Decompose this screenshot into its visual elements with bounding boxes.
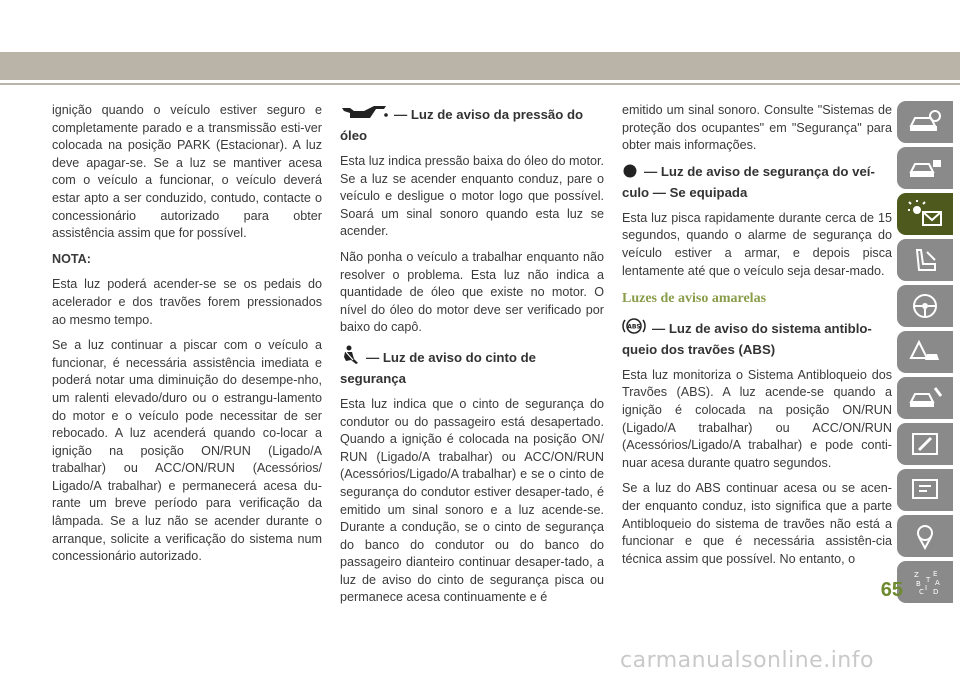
steering-wheel-icon	[907, 292, 943, 320]
paragraph: ignição quando o veículo estiver seguro e completamente parado e a transmissão esti-ver colocada na posição PARK (Estacionar). A luz deve apagar-se. Se a luz se mantiver acesa com o veículo a funcionar, o veículo deverá estar apto a ser conduzido, contudo, contacte o concessionário autorizado para obter assistência assim que for possível.	[52, 103, 322, 241]
heading-text: — Luz de aviso de segurança do veí-culo — Se equipada	[622, 163, 875, 200]
heading-vehicle-security	[622, 163, 892, 202]
car-search-icon	[907, 108, 943, 136]
tab-service[interactable]	[897, 377, 953, 419]
warning-triangle-icon	[907, 338, 943, 366]
tab-key-lock[interactable]	[897, 147, 953, 189]
note-label: NOTA:	[52, 251, 91, 266]
watermark: carmanualsonline.info	[620, 648, 874, 673]
wrench-icon	[907, 430, 943, 458]
car-lock-icon	[907, 154, 943, 182]
tab-car-overview[interactable]	[897, 101, 953, 143]
heading-text: — Luz de aviso da pressão do óleo	[340, 107, 584, 143]
multimedia-icon	[907, 476, 943, 504]
oil-can-icon	[340, 102, 388, 127]
paragraph: Se a luz continuar a piscar com o veículo a funcionar, é necessária assistência imediata e poderá notar uma diminuição do desempe-nho, um ralenti elevado/duro ou o estrangu-lamento do motor e o veículo pode necessitar de ser rebocado. A luz acenderá quando co-locar a ignição na posição ON/RUN (Ligado/A trabalhar) ou ACC/ON/RUN (Acessórios/ Ligado/A trabalhar) e permanecerá acesa du-rante um breve período para verificação da lâmpada. Se a luz não se acender durante o arranque, solicite a verificação do sistema num concessionário autorizado.	[52, 338, 322, 564]
abs-icon	[622, 316, 646, 341]
seat-icon	[907, 246, 943, 274]
tab-specifications[interactable]	[897, 423, 953, 465]
chapter-tabs	[897, 101, 960, 607]
index-letter: A	[935, 579, 940, 587]
heading-abs	[622, 316, 892, 359]
tab-emergency[interactable]	[897, 331, 953, 373]
index-letters-icon	[907, 568, 943, 596]
index-letter: C	[919, 588, 924, 596]
index-letter: I	[925, 584, 928, 592]
tab-starting-driving[interactable]	[897, 285, 953, 327]
index-letter: B	[916, 580, 921, 588]
heading-text: — Luz de aviso do cinto de segurança	[340, 349, 536, 386]
abs-icon-label: ABS	[627, 323, 641, 331]
column-2	[340, 102, 604, 615]
index-letter: D	[933, 588, 939, 596]
tab-multimedia[interactable]	[897, 469, 953, 511]
location-pin-icon	[907, 522, 943, 550]
index-letter: T	[926, 576, 931, 584]
header-rule	[0, 83, 960, 85]
paragraph: Se a luz do ABS continuar acesa ou se acen-der enquanto conduz, isto significa que a parte Antibloqueio do sistema de travões não está a funcionar e que é necessária assistên-cia técnica assim que possível. No entanto, o	[622, 481, 892, 566]
paragraph: Esta luz indica pressão baixa do óleo do motor. Se a luz se acender enquanto conduz, pare o veículo e desligue o motor logo que possível. Soará um sinal sonoro quando esta luz se acender.	[340, 154, 604, 239]
section-title: Luzes de aviso amarelas	[622, 291, 767, 307]
page-number: 65	[880, 579, 903, 601]
note-text: Esta luz poderá acender-se se os pedais do acelerador e dos travões forem pressionados ao mesmo tempo.	[52, 277, 322, 327]
paragraph: Esta luz pisca rapidamente durante cerca de 15 segundos, quando o alarme de segurança do veículo estiver a armar, e depois pisca lentamente até que o veículo seja desar-mado.	[622, 210, 892, 278]
header-band	[0, 52, 960, 80]
tab-index[interactable]	[897, 561, 953, 603]
seatbelt-icon	[340, 345, 360, 370]
paragraph: Esta luz indica que o cinto de segurança do condutor ou do passageiro está desapertado. Quando a ignição é colocada na posição ON/ RUN (Ligado/A trabalhar) ou ACC/ON/RUN (Acessórios/Ligado/A trabalhar) e se o cinto de segurança do condutor estiver desaper-tado, é emitido um sinal sonoro e a luz acende-se. Durante a condução, se o cinto de segurança do banco do condutor ou do banco do passageiro dianteiro continuar desaper-tado, a luz de aviso do cinto de segurança pisca ou permanece acesa continuamente e é	[340, 396, 604, 605]
column-1	[52, 102, 322, 574]
heading-oil-pressure	[340, 102, 604, 145]
warning-light-envelope-icon	[907, 200, 943, 228]
tab-safety[interactable]	[897, 239, 953, 281]
heading-seatbelt	[340, 345, 604, 388]
paragraph: Esta luz monitoriza o Sistema Antibloqueio dos Travões (ABS). A luz acende-se quando a ignição é colocada na posição ON/RUN (Ligado/A trabalhar) ou ACC/ON/RUN (Acessórios/Ligado/A trabalhar) e pode conti-nuar acesa durante quatro segundos.	[622, 367, 892, 470]
heading-text: — Luz de aviso do sistema antiblo-queio dos travões (ABS)	[622, 320, 872, 357]
paragraph: Não ponha o veículo a trabalhar enquanto não resolver o problema. Esta luz não indica a quantidade de óleo que existe no motor. O nível do óleo do motor deve ser verificado por baixo do capô.	[340, 249, 604, 335]
security-light-icon	[622, 163, 638, 184]
tab-customer-assistance[interactable]	[897, 515, 953, 557]
tab-warning-lights[interactable]	[897, 193, 953, 235]
column-3	[622, 102, 892, 576]
index-letter: Z	[914, 571, 919, 579]
index-letter: E	[933, 570, 938, 578]
paragraph: emitido um sinal sonoro. Consulte "Sistemas de proteção dos ocupantes" em "Segurança" para obter mais informações.	[622, 103, 892, 153]
car-service-icon	[907, 384, 943, 412]
